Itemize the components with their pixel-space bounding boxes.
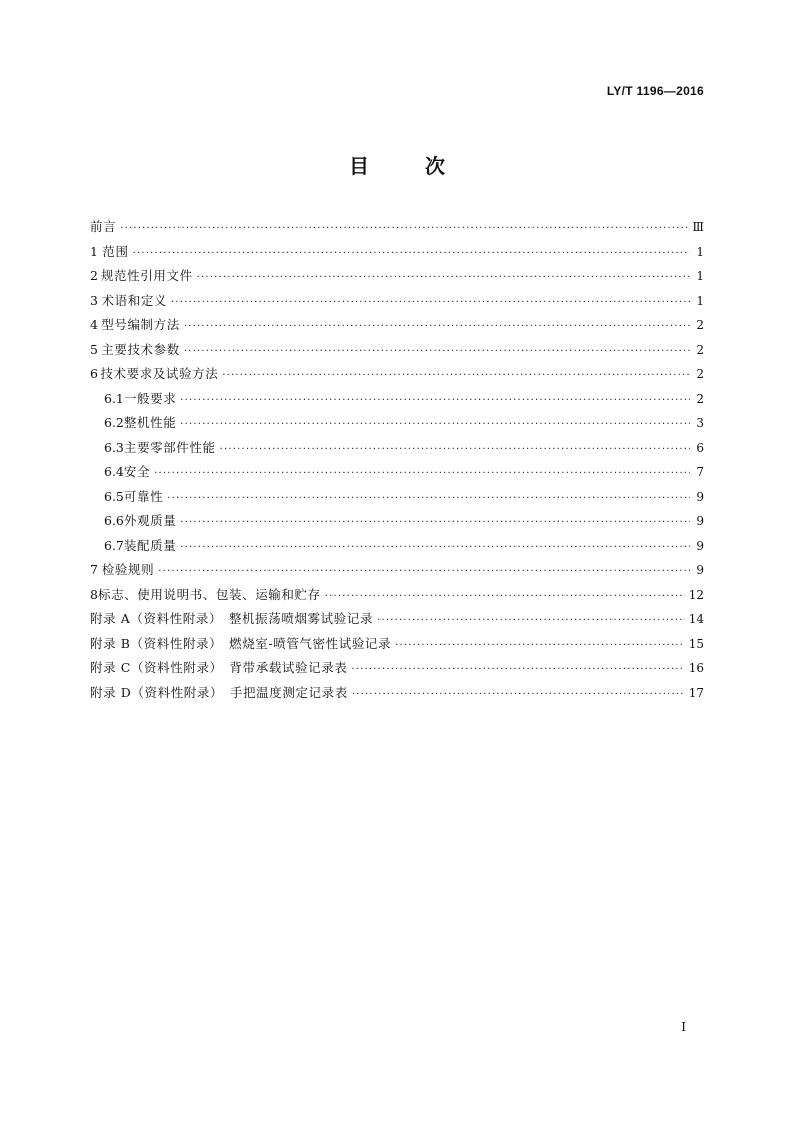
toc-leader-dots — [351, 658, 684, 683]
toc-leader-dots — [158, 560, 690, 585]
toc-entry-number: 3 — [90, 292, 98, 308]
toc-leader-dots — [197, 266, 690, 291]
toc-entry-number: 6.2 — [104, 415, 124, 430]
toc-entry-number: 6.5 — [104, 488, 124, 504]
toc-entry[interactable] — [90, 436, 704, 461]
toc-entry-page: 2 — [696, 318, 704, 332]
toc-leader-dots — [395, 634, 685, 659]
toc-entry-number: 5 — [90, 341, 98, 357]
toc-entry-page: 9 — [696, 514, 704, 528]
toc-entry[interactable] — [90, 656, 704, 681]
toc-entry-title: 附录 C（资料性附录） 背带承载试验记录表 — [90, 660, 348, 675]
toc-entry-page: 17 — [688, 685, 704, 700]
toc-leader-dots — [120, 217, 688, 242]
toc-entry[interactable] — [90, 534, 704, 559]
toc-entry-page: Ⅲ — [692, 220, 704, 234]
toc-entry-title: 术语和定义 — [101, 292, 168, 308]
table-of-contents — [90, 215, 704, 705]
toc-leader-dots — [180, 511, 690, 536]
toc-leader-dots — [222, 364, 690, 389]
toc-entry[interactable] — [90, 509, 704, 534]
toc-entry-title: 附录 D（资料性附录） 手把温度测定记录表 — [90, 684, 348, 700]
toc-leader-dots — [377, 609, 685, 634]
toc-entry-title: 装配质量 — [123, 537, 177, 553]
toc-entry[interactable] — [90, 485, 704, 510]
toc-entry-page: 15 — [688, 636, 704, 651]
toc-entry-title: 一般要求 — [123, 390, 177, 406]
toc-entry-title: 外观质量 — [123, 513, 177, 528]
toc-entry-page: 9 — [696, 489, 704, 504]
toc-entry[interactable] — [90, 240, 704, 265]
toc-leader-dots — [180, 413, 690, 438]
toc-entry[interactable] — [90, 387, 704, 412]
toc-entry-title: 型号编制方法 — [101, 317, 180, 332]
toc-entry-page: 2 — [696, 367, 704, 381]
toc-entry[interactable] — [90, 411, 704, 436]
toc-entry[interactable] — [90, 632, 704, 657]
toc-entry-number: 6.6 — [104, 513, 124, 528]
toc-leader-dots — [352, 683, 685, 708]
toc-entry-number: 6.3 — [104, 439, 124, 455]
toc-entry-number: 1 — [90, 243, 98, 259]
page-title — [0, 150, 794, 179]
toc-entry-number: 6.4 — [104, 464, 124, 479]
toc-entry-page: 2 — [696, 342, 704, 357]
toc-leader-dots — [184, 340, 690, 365]
toc-leader-dots — [171, 291, 690, 316]
toc-entry-page: 7 — [696, 465, 704, 479]
toc-entry[interactable] — [90, 362, 704, 387]
toc-entry[interactable] — [90, 338, 704, 363]
toc-leader-dots — [167, 487, 690, 512]
toc-entry-title: 附录 A（资料性附录） 整机振荡喷烟雾试验记录 — [90, 611, 374, 626]
toc-entry-title: 可靠性 — [123, 488, 164, 504]
toc-entry-title: 附录 B（资料性附录） 燃烧室-喷管气密性试验记录 — [90, 635, 392, 651]
toc-entry-page: 1 — [696, 244, 704, 259]
toc-entry-number: 6 — [90, 366, 98, 381]
toc-entry-number: 6.1 — [104, 390, 124, 406]
toc-leader-dots — [220, 438, 690, 463]
toc-entry[interactable] — [90, 289, 704, 314]
page-number: I — [681, 1020, 686, 1034]
toc-entry-page: 6 — [696, 440, 704, 455]
toc-entry-page: 12 — [688, 587, 704, 602]
toc-entry-title: 前言 — [90, 219, 117, 234]
toc-leader-dots — [180, 389, 690, 414]
toc-leader-dots — [180, 536, 690, 561]
toc-entry[interactable] — [90, 313, 704, 338]
toc-entry-page: 16 — [688, 661, 704, 675]
toc-entry[interactable] — [90, 583, 704, 608]
toc-entry-page: 1 — [696, 269, 704, 283]
title-char-1: 目 — [349, 154, 369, 178]
toc-entry-title: 主要技术参数 — [101, 341, 180, 357]
toc-entry[interactable] — [90, 264, 704, 289]
toc-entry[interactable] — [90, 460, 704, 485]
standard-code: LY/T 1196—2016 — [606, 84, 704, 98]
toc-entry-title: 安全 — [123, 464, 151, 479]
toc-entry-page: 3 — [696, 416, 704, 430]
toc-entry-number: 2 — [90, 268, 98, 283]
toc-entry-number: 6.7 — [104, 537, 124, 553]
toc-entry-title: 主要零部件性能 — [123, 439, 216, 455]
toc-entry-number: 7 — [90, 562, 98, 577]
toc-entry-title: 技术要求及试验方法 — [100, 366, 219, 381]
toc-leader-dots — [184, 315, 690, 340]
toc-entry-title: 检验规则 — [101, 562, 155, 577]
toc-entry-number: 8 — [90, 586, 98, 602]
toc-entry[interactable] — [90, 215, 704, 240]
title-char-2: 次 — [425, 154, 445, 178]
toc-entry-page: 14 — [688, 612, 704, 626]
toc-entry-page: 1 — [696, 293, 704, 308]
toc-entry-page: 2 — [696, 391, 704, 406]
toc-entry-number: 4 — [90, 317, 98, 332]
toc-entry-title: 范围 — [102, 243, 129, 259]
toc-entry[interactable] — [90, 681, 704, 706]
toc-leader-dots — [154, 462, 690, 487]
toc-entry-title: 整机性能 — [123, 415, 177, 430]
toc-leader-dots — [325, 585, 685, 610]
toc-entry-title: 规范性引用文件 — [100, 268, 193, 283]
toc-leader-dots — [133, 242, 690, 267]
toc-entry-title: 标志、使用说明书、包装、运输和贮存 — [98, 586, 321, 602]
toc-entry-page: 9 — [696, 563, 704, 577]
toc-entry[interactable] — [90, 607, 704, 632]
toc-entry-page: 9 — [696, 538, 704, 553]
toc-entry[interactable] — [90, 558, 704, 583]
